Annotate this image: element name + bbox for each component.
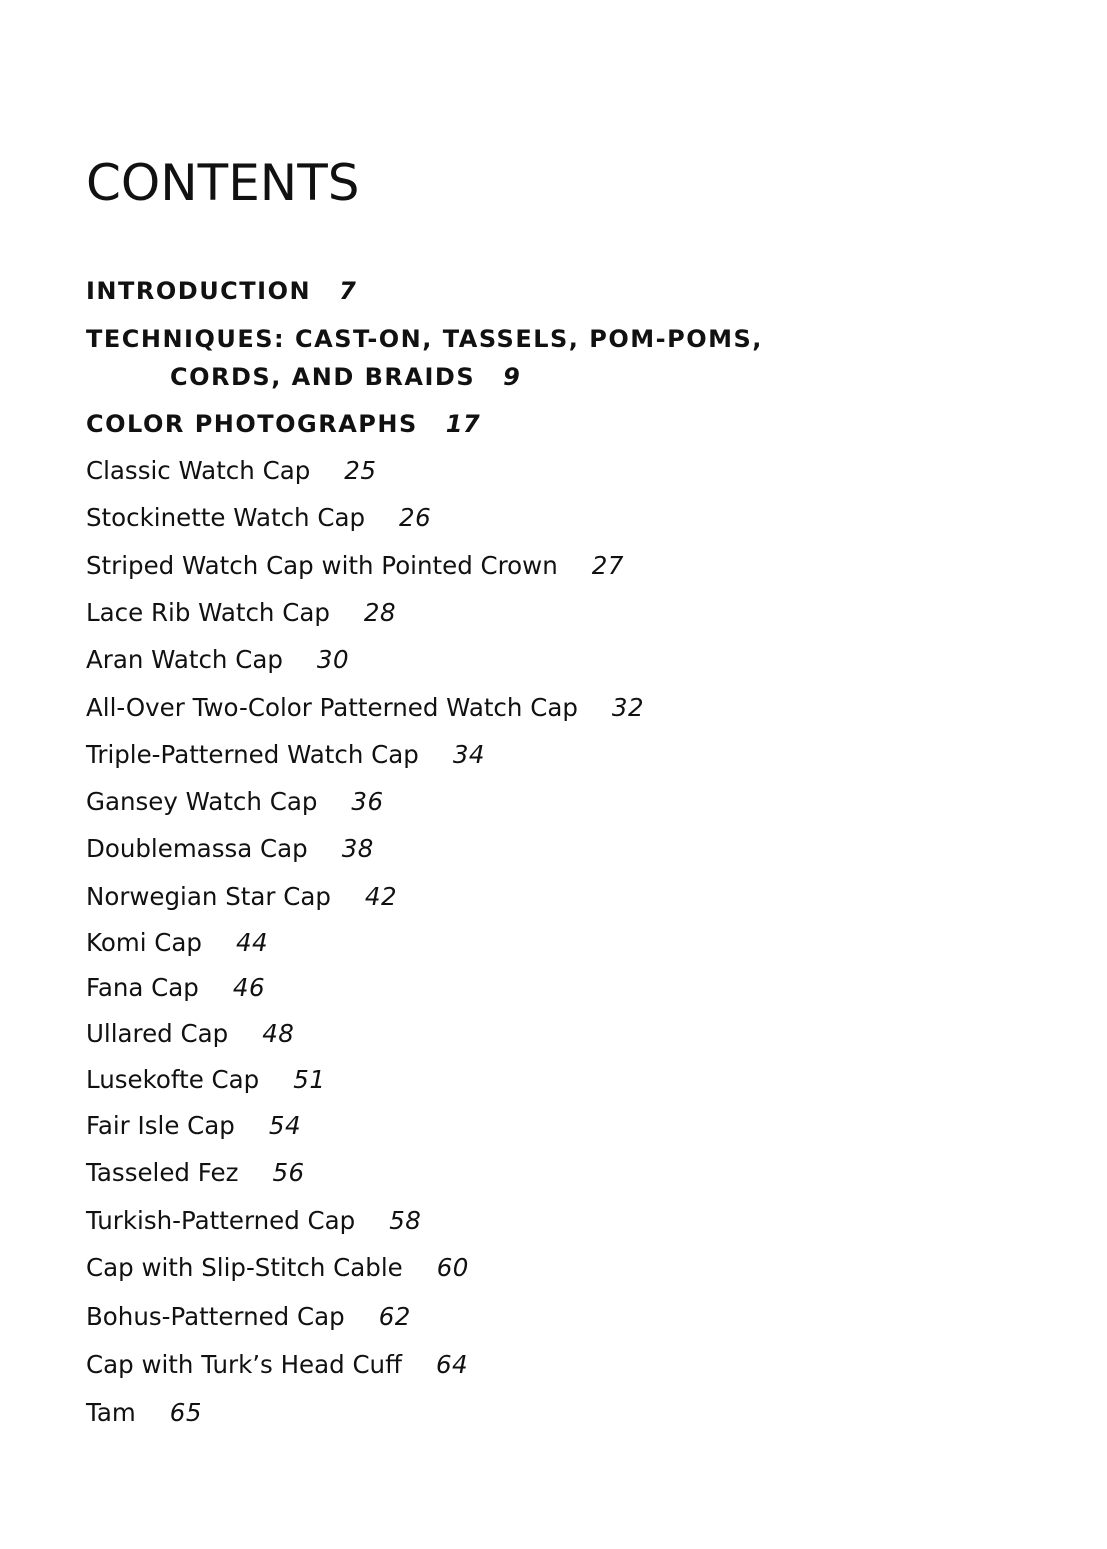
toc-entry — [86, 693, 645, 722]
toc-entry-page: 28 — [363, 598, 397, 627]
toc-entry-page: 56 — [272, 1158, 305, 1187]
toc-entry — [86, 973, 266, 1002]
toc-entry-page: 34 — [452, 740, 485, 769]
toc-entry-label: Tam — [86, 1398, 136, 1427]
toc-entry — [86, 551, 624, 580]
toc-entry — [86, 1206, 422, 1235]
toc-entry-page: 46 — [232, 973, 266, 1002]
toc-entry — [86, 740, 485, 769]
toc-entry — [86, 1065, 326, 1094]
toc-entry-label: Norwegian Star Cap — [86, 882, 331, 911]
toc-entry-techniques — [86, 327, 763, 351]
toc-entry-page: 27 — [591, 551, 624, 580]
toc-entry-label: Gansey Watch Cap — [86, 787, 318, 816]
toc-entry-page: 36 — [351, 787, 384, 816]
table-of-contents — [86, 0, 986, 1549]
toc-entry-page: 7 — [339, 277, 357, 305]
toc-entry-page: 62 — [378, 1302, 411, 1331]
toc-entry — [86, 882, 398, 911]
toc-entry-page: 44 — [235, 928, 269, 957]
toc-entry-label: COLOR PHOTOGRAPHS — [86, 410, 418, 438]
toc-entry-page: 54 — [268, 1111, 302, 1140]
toc-entry-label: Cap with Slip-Stitch Cable — [86, 1253, 403, 1282]
toc-entry-label: Triple-Patterned Watch Cap — [86, 740, 419, 769]
toc-entry-label: Aran Watch Cap — [86, 645, 283, 674]
toc-entry-page: 17 — [445, 410, 481, 438]
toc-entry-techniques-continued — [170, 365, 521, 389]
toc-entry-label: Tasseled Fez — [86, 1158, 239, 1187]
toc-entry-label: Doublemassa Cap — [86, 834, 308, 863]
toc-entry-label-line2: CORDS, AND BRAIDS — [170, 363, 476, 391]
toc-entry-page: 9 — [503, 363, 522, 391]
toc-entry-label: Stockinette Watch Cap — [86, 503, 366, 532]
toc-entry — [86, 598, 397, 627]
toc-entry-page: 42 — [364, 882, 398, 911]
toc-entry-page: 38 — [341, 834, 374, 863]
toc-entry-label: Fana Cap — [86, 973, 199, 1002]
toc-entry-page: 30 — [316, 645, 350, 674]
toc-entry-page: 25 — [344, 456, 377, 485]
toc-entry-label: Cap with Turk’s Head Cuff — [86, 1350, 402, 1379]
toc-entry — [86, 1111, 302, 1140]
toc-entry-page: 65 — [169, 1398, 202, 1427]
toc-entry — [86, 928, 269, 957]
toc-entry-label: Bohus-Patterned Cap — [86, 1302, 345, 1331]
toc-entry — [86, 787, 384, 816]
toc-entry-label: Turkish-Patterned Cap — [86, 1206, 356, 1235]
toc-entry — [86, 1253, 469, 1282]
toc-entry-label: TECHNIQUES: CAST-ON, TASSELS, POM-POMS, — [86, 325, 763, 353]
toc-entry — [86, 834, 374, 863]
toc-entry — [86, 1350, 469, 1379]
toc-entry-page: 51 — [293, 1065, 326, 1094]
toc-entry — [86, 645, 350, 674]
toc-entry — [86, 1302, 411, 1331]
toc-entry-label: Fair Isle Cap — [86, 1111, 235, 1140]
toc-entry-label: Komi Cap — [86, 928, 202, 957]
toc-entry-color-photographs — [86, 412, 480, 436]
page-title: CONTENTS — [86, 154, 360, 212]
toc-entry-label: Ullared Cap — [86, 1019, 229, 1048]
toc-entry-label: Classic Watch Cap — [86, 456, 311, 485]
toc-entry-label: Lusekofte Cap — [86, 1065, 260, 1094]
toc-entry-label: Lace Rib Watch Cap — [86, 598, 330, 627]
toc-entry — [86, 503, 432, 532]
toc-entry — [86, 1019, 295, 1048]
toc-entry-page: 64 — [435, 1350, 469, 1379]
toc-entry-page: 58 — [389, 1206, 422, 1235]
toc-entry-page: 48 — [262, 1019, 295, 1048]
toc-entry-label: All-Over Two-Color Patterned Watch Cap — [86, 693, 578, 722]
toc-entry — [86, 1158, 305, 1187]
toc-entry-page: 60 — [436, 1253, 469, 1282]
toc-entry-label: Striped Watch Cap with Pointed Crown — [86, 551, 558, 580]
toc-entry — [86, 456, 377, 485]
toc-entry-label: INTRODUCTION — [86, 277, 312, 305]
toc-entry — [86, 1398, 202, 1427]
toc-entry-page: 26 — [399, 503, 432, 532]
toc-entry-introduction — [86, 279, 356, 303]
toc-entry-page: 32 — [611, 693, 645, 722]
